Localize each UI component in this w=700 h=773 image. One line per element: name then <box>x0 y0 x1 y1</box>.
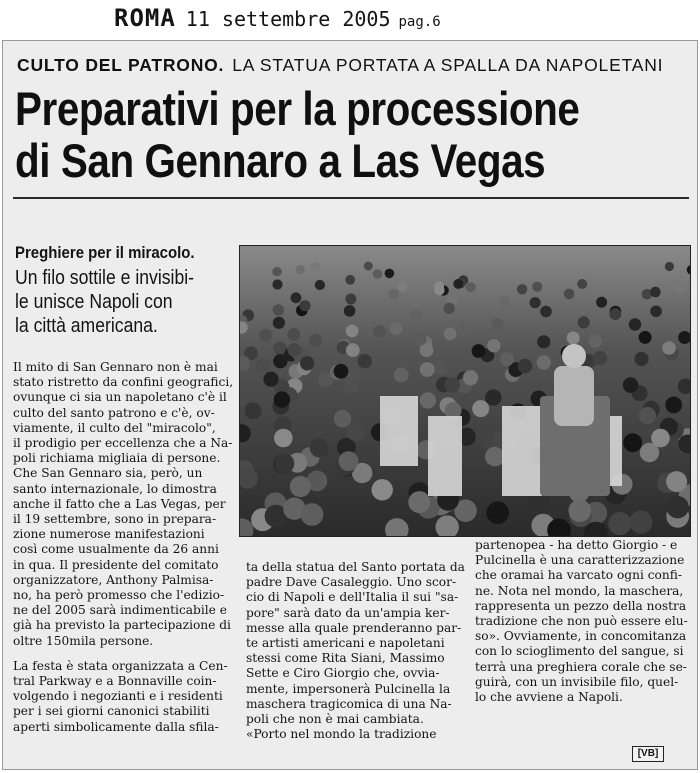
body-line: viamente, il culto del "miracolo", <box>13 420 216 435</box>
body-line: ta della statua del Santo portata da <box>246 560 465 574</box>
body-line: ne del 2005 sarà indimenticabile e <box>13 603 227 618</box>
body-line: anche il fatto che a Las Vegas, per <box>13 496 226 511</box>
body-line: il prodigio per eccellenza che a Na- <box>13 436 233 451</box>
body-line: partenopea - ha detto Giorgio - e <box>475 538 678 552</box>
body-line: Il mito di San Gennaro non è mai <box>13 360 218 374</box>
body-line: te artisti americani e napoletani <box>246 636 445 651</box>
body-line: rappresenta un pezzo della nostra <box>475 598 687 613</box>
newspaper-clipping <box>2 40 698 770</box>
newspaper-name: ROMA <box>114 4 176 32</box>
kicker-lead: CULTO DEL PATRONO. <box>17 55 225 75</box>
publication-date: 11 settembre 2005 <box>185 7 391 31</box>
body-line: il 19 settembre, sono in prepara- <box>13 512 217 527</box>
body-line: già ha previsto la partecipazione di <box>13 618 231 633</box>
headline-line: Preparativi per la processione <box>15 82 580 135</box>
procession-photo <box>239 245 691 537</box>
body-line: oltre 150mila persone. <box>13 633 154 648</box>
body-line: cio di Napoli e dell'Italia il sui "sa- <box>246 590 459 605</box>
body-line: Pulcinella è una caratterizzazione <box>475 553 685 568</box>
body-line: La festa è stata organizzata a Cen- <box>13 658 228 673</box>
body-line: santo internazionale, lo dimostra <box>13 481 217 496</box>
body-line: terrà una preghiera corale che se- <box>475 659 687 674</box>
body-line: stato ristretto da confini geografici, <box>13 375 234 390</box>
page-number: pag.6 <box>398 14 441 30</box>
body-line: tral Parkway e a Bonnaville coin- <box>13 674 217 689</box>
deck-line: la città americana. <box>15 315 158 337</box>
body-line: aperti simbolicamente dalla sfila- <box>13 719 219 734</box>
body-line: in qua. Il presidente del comitato <box>13 557 219 572</box>
body-line: così come usualmente da 26 anni <box>13 542 219 557</box>
body-line: «Porto nel mondo la tradizione <box>246 727 437 742</box>
deck-line: le unisce Napoli con <box>15 291 173 313</box>
body-line: tradizione che non può essere elu- <box>475 614 688 629</box>
body-line: no, ha però promesso che l'edizio- <box>13 588 225 603</box>
body-line: per i sei giorni canonici stabiliti <box>13 704 210 719</box>
headline <box>15 83 600 187</box>
headline-divider <box>13 197 689 199</box>
body-line: stessi come Rita Siani, Massimo <box>246 651 445 666</box>
paragraph-gap <box>13 649 235 659</box>
body-line: poli richiama migliaia di persone. <box>13 451 221 466</box>
subhead: Preghiere per il miracolo. <box>15 243 195 262</box>
headline-line: di San Gennaro a Las Vegas <box>15 134 546 187</box>
body-line: lo che avviene a Napoli. <box>475 690 623 705</box>
body-line: maschera tragicomica di una Na- <box>246 696 452 711</box>
body-line: padre Dave Casaleggio. Uno scor- <box>246 575 457 590</box>
body-line: guirà, con un invisibile filo, quel- <box>475 674 679 689</box>
body-line: messe alla quale prenderanno par- <box>246 620 462 635</box>
author-signature: [VB] <box>632 746 664 762</box>
kicker <box>17 55 687 76</box>
body-line: con lo scioglimento del sangue, si <box>475 644 684 659</box>
body-line: ovunque ci sia un napoletano c'è il <box>13 390 227 405</box>
body-line: ne. Nota nel mondo, la maschera, <box>475 583 684 598</box>
body-line: poli che non è mai cambiata. <box>246 712 424 727</box>
body-line: zione numerose manifestazioni <box>13 527 205 542</box>
body-line: Che San Gennaro sia, però, un <box>13 466 203 481</box>
kicker-rest: LA STATUA PORTATA A SPALLA DA NAPOLETANI <box>232 55 664 75</box>
body-line: mente, impersonerà Pulcinella la <box>246 681 451 696</box>
article-column-2 <box>246 560 465 742</box>
deck <box>15 266 235 338</box>
body-line: volgendo i negozianti e i residenti <box>13 689 223 704</box>
body-line: so». Ovviamente, in concomitanza <box>475 629 687 644</box>
body-line: culto del santo patrono e c'è, ov- <box>13 405 215 420</box>
crowd-image <box>240 246 691 537</box>
article-column-3 <box>475 538 689 705</box>
masthead <box>0 0 700 38</box>
masthead-line <box>114 4 441 32</box>
body-line: organizzatore, Anthony Palmisa- <box>13 572 214 587</box>
deck-line: Un filo sottile e invisibi- <box>15 267 195 289</box>
body-line: pore" sarà dato da un'ampia ker- <box>246 605 450 620</box>
body-line: Sette e Ciro Giorgio che, ovvia- <box>246 666 440 681</box>
article-column-1 <box>13 360 235 735</box>
body-line: che oramai ha varcato ogni confi- <box>475 568 682 583</box>
